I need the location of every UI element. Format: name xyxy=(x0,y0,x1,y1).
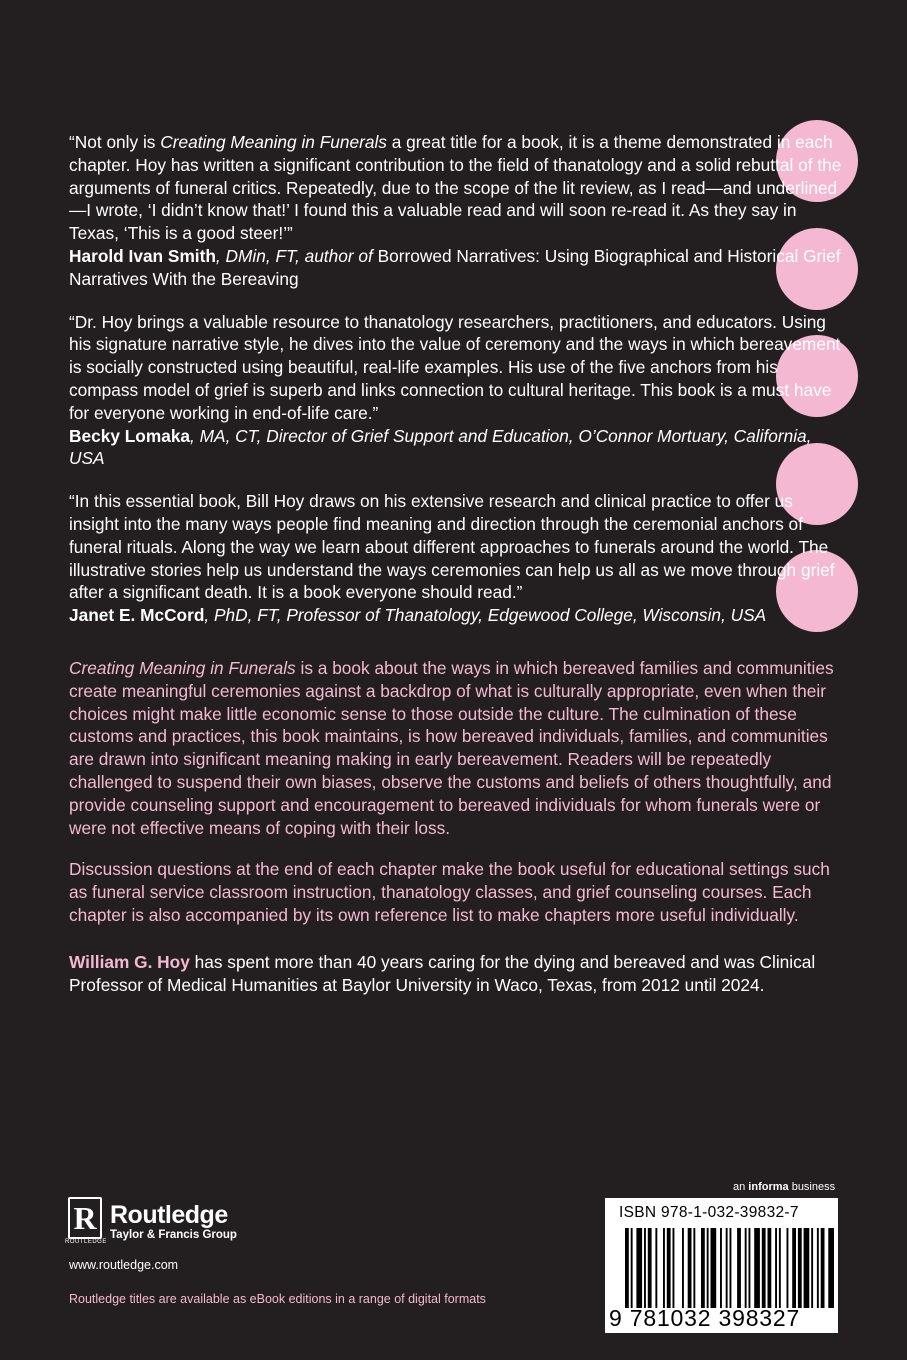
isbn-barcode xyxy=(605,1198,838,1333)
routledge-logo xyxy=(65,1197,237,1247)
routledge-logo-icon: R ROUTLEDGE xyxy=(68,1197,102,1247)
ebook-note: Routledge titles are available as eBook editions in a range of digital formats xyxy=(69,1292,486,1306)
barcode-digits: 9 781032 398327 xyxy=(609,1305,801,1331)
publisher-subtitle: Taylor & Francis Group xyxy=(110,1229,237,1241)
endorsement-text: “Not only is Creating Meaning in Funerals a great title for a book, it is a theme demonstrated in each chapter. Hoy has written a significant contribution to the field of thanatology and a solid rebuttal of the arguments of funeral critics. Repeatedly, due to the scope of the lit review, as I read—and underlined—I wrote, ‘I didn’t know that!’ I found this a valuable read and will soon re-read it. As they say in Texas, ‘This is a good steer!’” xyxy=(69,132,842,244)
endorsement-attribution: Janet E. McCord, PhD, FT, Professor of Thanatology, Edgewood College, Wisconsin, USA xyxy=(69,605,767,626)
barcode-bars xyxy=(611,1228,834,1308)
description-paragraph-2: Discussion questions at the end of each chapter make the book useful for educational settings such as funeral service classroom instruction, thanatology classes, and grief counseling courses. Each chapter is also accompanied by its own reference list to make chapters more useful individually. xyxy=(69,859,830,925)
publisher-website: www.routledge.com xyxy=(69,1258,179,1272)
endorsement-text: “In this essential book, Bill Hoy draws on his extensive research and clinical practice to offer us insight into the many ways people find meaning and direction through the ceremonial anchors of funeral rituals. Along the way we learn about different approaches to funerals around the world. The illustrative stories help us understand the ways ceremonies can help us all as we move through grief after a significant death. It is a book everyone should read.” xyxy=(69,491,835,603)
informa-tagline: an informa business xyxy=(733,1181,836,1193)
endorsement-2 xyxy=(69,311,844,471)
back-cover-text xyxy=(69,131,844,996)
publisher-name: Routledge xyxy=(110,1201,228,1229)
endorsement-attribution: Harold Ivan Smith, DMin, FT, author of Borrowed Narratives: Using Biographical and Historical Grief Narratives With the Bereaving xyxy=(69,245,841,289)
description-paragraph-1: Creating Meaning in Funerals is a book about the ways in which bereaved families and communities create meaningful ceremonies against a backdrop of what is culturally appropriate, even when their choices might make little economic sense to those outside the culture. The culmination of these customs and practices, this book maintains, is how bereaved individuals, families, and communities are drawn into significant meaning making in early bereavement. Readers will be repeatedly challenged to suspend their own biases, observe the customs and beliefs of others thoughtfully, and provide counseling support and encouragement to bereaved individuals for whom funerals were or were not effective means of coping with their loss. xyxy=(69,657,834,838)
isbn-number: ISBN 978-1-032-39832-7 xyxy=(619,1204,799,1221)
book-description-2 xyxy=(69,858,844,926)
author-name: William G. Hoy xyxy=(69,951,190,972)
author-bio: William G. Hoy has spent more than 40 years caring for the dying and bereaved and was Clinical Professor of Medical Humanities at Baylor University in Waco, Texas, from 2012 until 2024. xyxy=(69,951,816,995)
endorsement-1 xyxy=(69,131,844,291)
endorsement-attribution: Becky Lomaka, MA, CT, Director of Grief Support and Education, O’Connor Mortuary, California, USA xyxy=(69,425,812,469)
endorsement-3 xyxy=(69,490,844,627)
book-description xyxy=(69,657,844,839)
endorsement-text: “Dr. Hoy brings a valuable resource to thanatology researchers, practitioners, and educators. Using his signature narrative style, he dives into the value of ceremony and the ways in which bereavement is socially constructed using beautiful, real-life examples. His use of the five anchors from his compass model of grief is superb and links connection to cultural heritage. This book is a must have for everyone working in end-of-life care.” xyxy=(69,311,841,423)
